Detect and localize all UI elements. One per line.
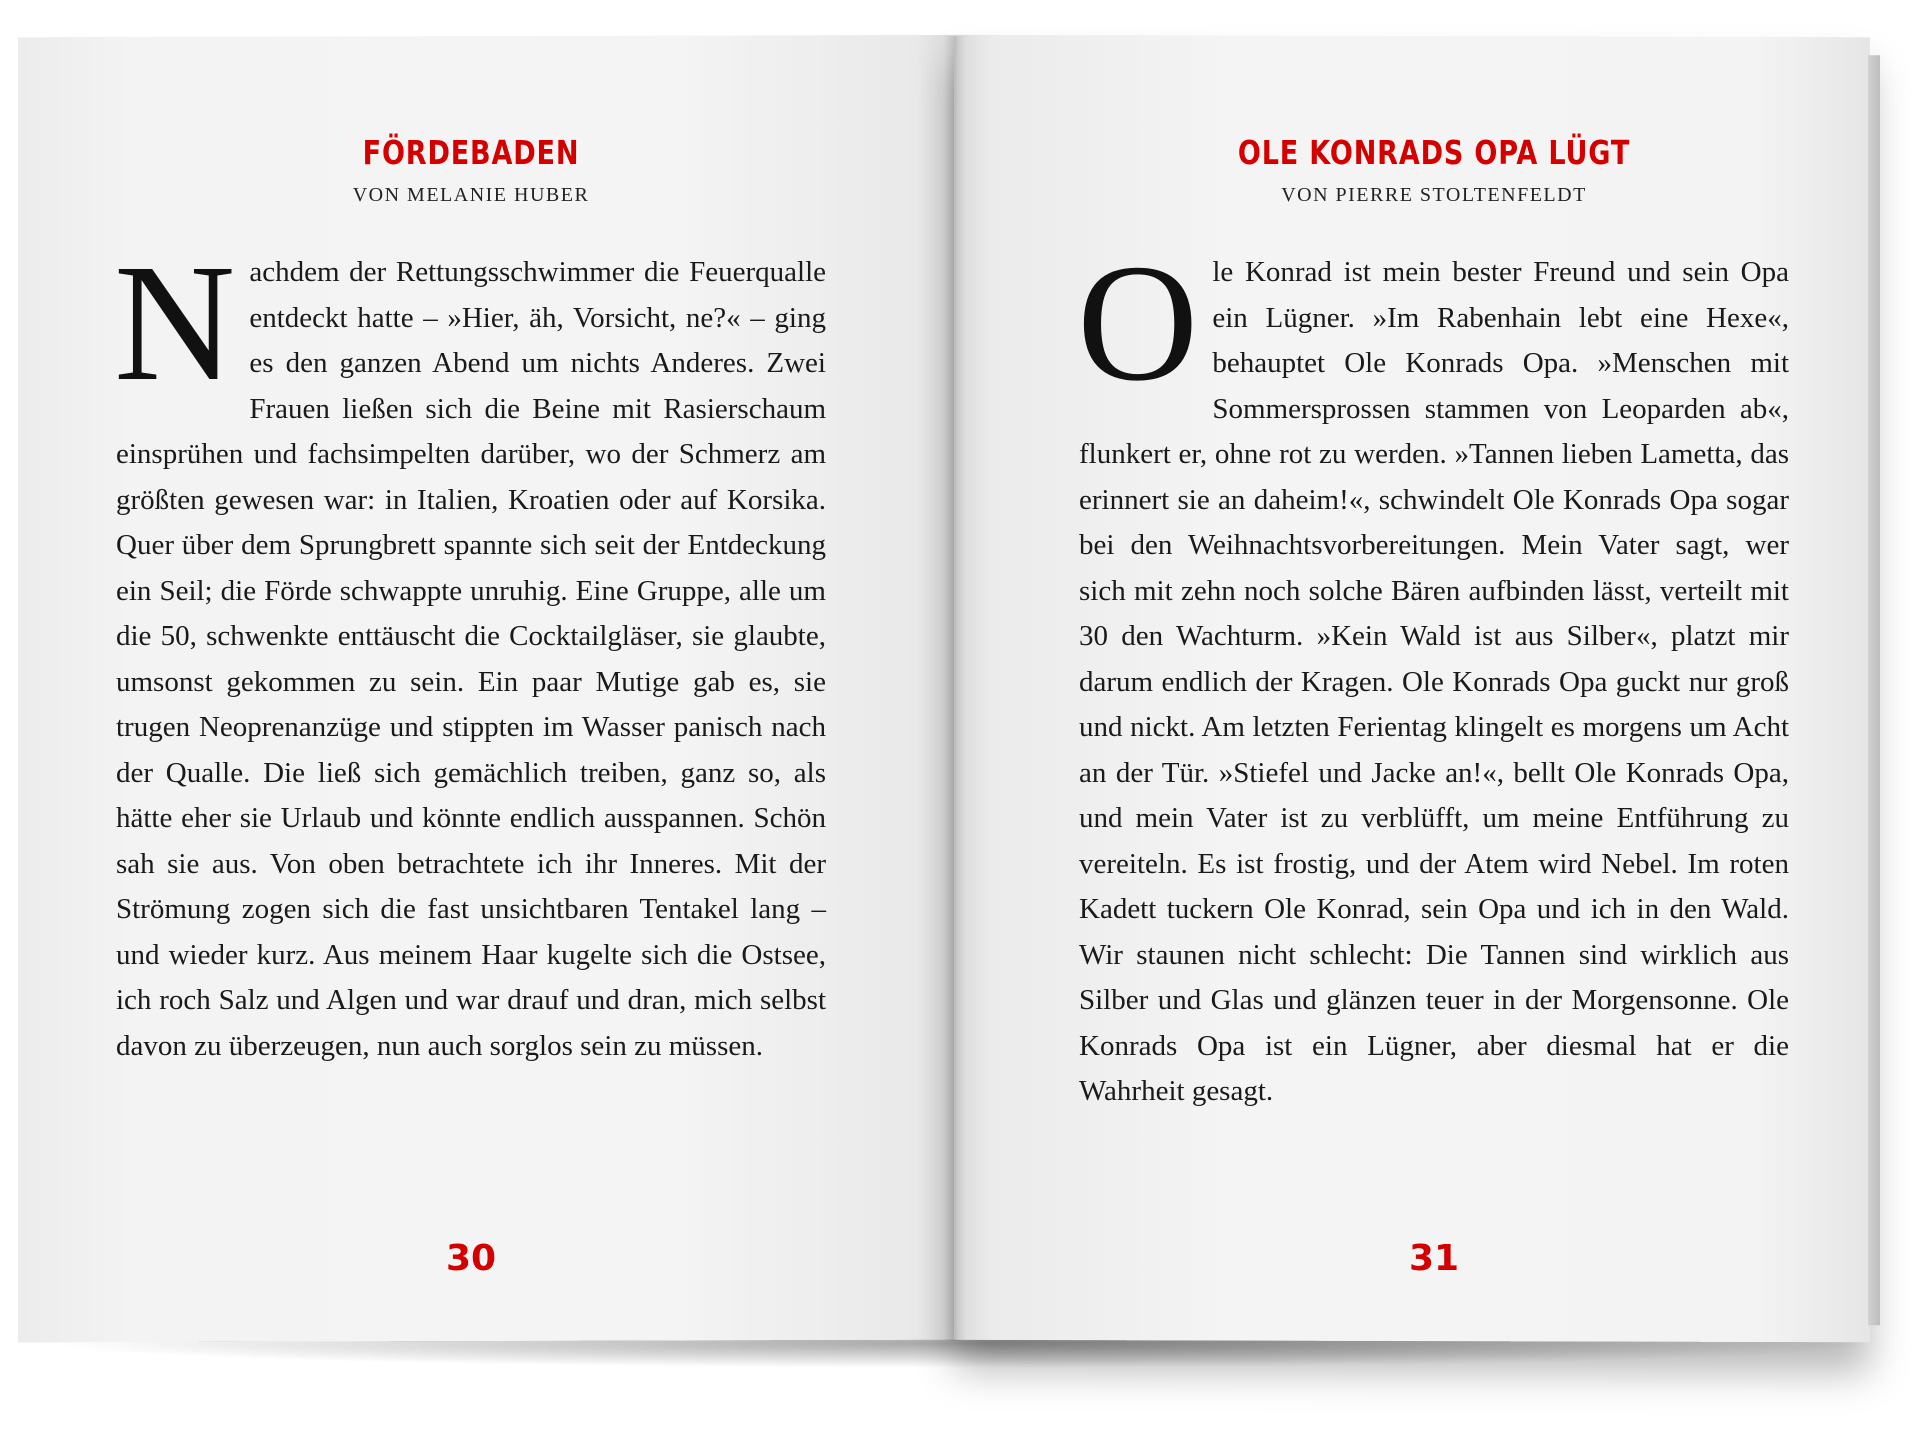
story-title: FÖRDEBADEN xyxy=(362,133,580,172)
drop-cap: O xyxy=(1077,230,1199,416)
story-author: VON PIERRE STOLTENFELDT xyxy=(1281,184,1587,206)
story-text: le Konrad ist mein bester Freund und sein Opa ein Lügner. »Im Rabenhain lebt eine Hexe«, behauptet Ole Konrads Opa. »Menschen mit Sommersprossen stammen von Leoparden ab«, flunkert er, ohne rot zu werden. »Tannen lieben Lametta, das erinnert sie an daheim!«, schwindelt Ole Konrads Opa sogar bei den Weihnachtsvorbereitungen. Mein Vater sagt, wer sich mit zehn noch solche Bären aufbinden lässt, verteilt mit 30 den Wachturm. »Kein Wald ist aus Silber«, platzt mir darum endlich der Kragen. Ole Konrads Opa guckt nur groß und nickt. Am letzten Ferientag klingelt es morgens um Acht an der Tür. »Stiefel und Jacke an!«, bellt Ole Konrads Opa, und mein Vater ist zu verblüfft, um meine Entführung zu vereiteln. Es ist frostig, und der Atem wird Nebel. Im roten Kadett tuckern Ole Konrad, sein Opa und ich in den Wald. Wir staunen nicht schlecht: Die Tannen sind wirklich aus Silber und Glas und glänzen teuer in der Morgensonne. Ole Konrads Opa ist ein Lügner, aber diesmal hat er die Wahrheit gesagt. xyxy=(1079,256,1789,1107)
story-author: VON MELANIE HUBER xyxy=(352,184,590,206)
story-title: OLE KONRADS OPA LÜGT xyxy=(1237,133,1631,172)
story-body xyxy=(1077,230,1789,1115)
page-number: 30 xyxy=(445,1238,497,1279)
right-page-content xyxy=(1079,130,1789,1115)
drop-cap: N xyxy=(114,230,236,416)
story-text: achdem der Rettungsschwimmer die Feuerqualle entdeckt hatte – »Hier, äh, Vorsicht, ne?« – ging es den ganzen Abend um nichts Anderes. Zwei Frauen ließen sich die Beine mit Rasierschaum einsprühen und fachsimpelten darüber, wo der Schmerz am größten gewesen war: in Italien, Kroatien oder auf Korsika. Quer über dem Sprungbrett spannte sich seit der Entdeckung ein Seil; die Förde schwappte unruhig. Eine Gruppe, alle um die 50, schwenkte enttäuscht die Cocktailgläser, sie glaubte, umsonst gekommen zu sein. Ein paar Mutige gab es, sie trugen Neoprenanzüge und stippten im Wasser panisch nach der Qualle. Die ließ sich gemächlich treiben, ganz so, als hätte eher sie Urlaub und könnte endlich ausspannen. Schön sah sie aus. Von oben betrachtete ich ihr Inneres. Mit der Strömung zogen sich die fast unsichtbaren Tentakel lang – und wieder kurz. Aus meinem Haar kugelte sich die Ostsee, ich roch Salz und Algen und war drauf und dran, mich selbst davon zu überzeugen, nun auch sorglos sein zu müssen. xyxy=(116,256,826,1062)
book-gutter xyxy=(944,36,966,1341)
story-body xyxy=(114,230,826,1069)
page-number: 31 xyxy=(1408,1238,1460,1279)
left-page-content xyxy=(116,130,826,1069)
